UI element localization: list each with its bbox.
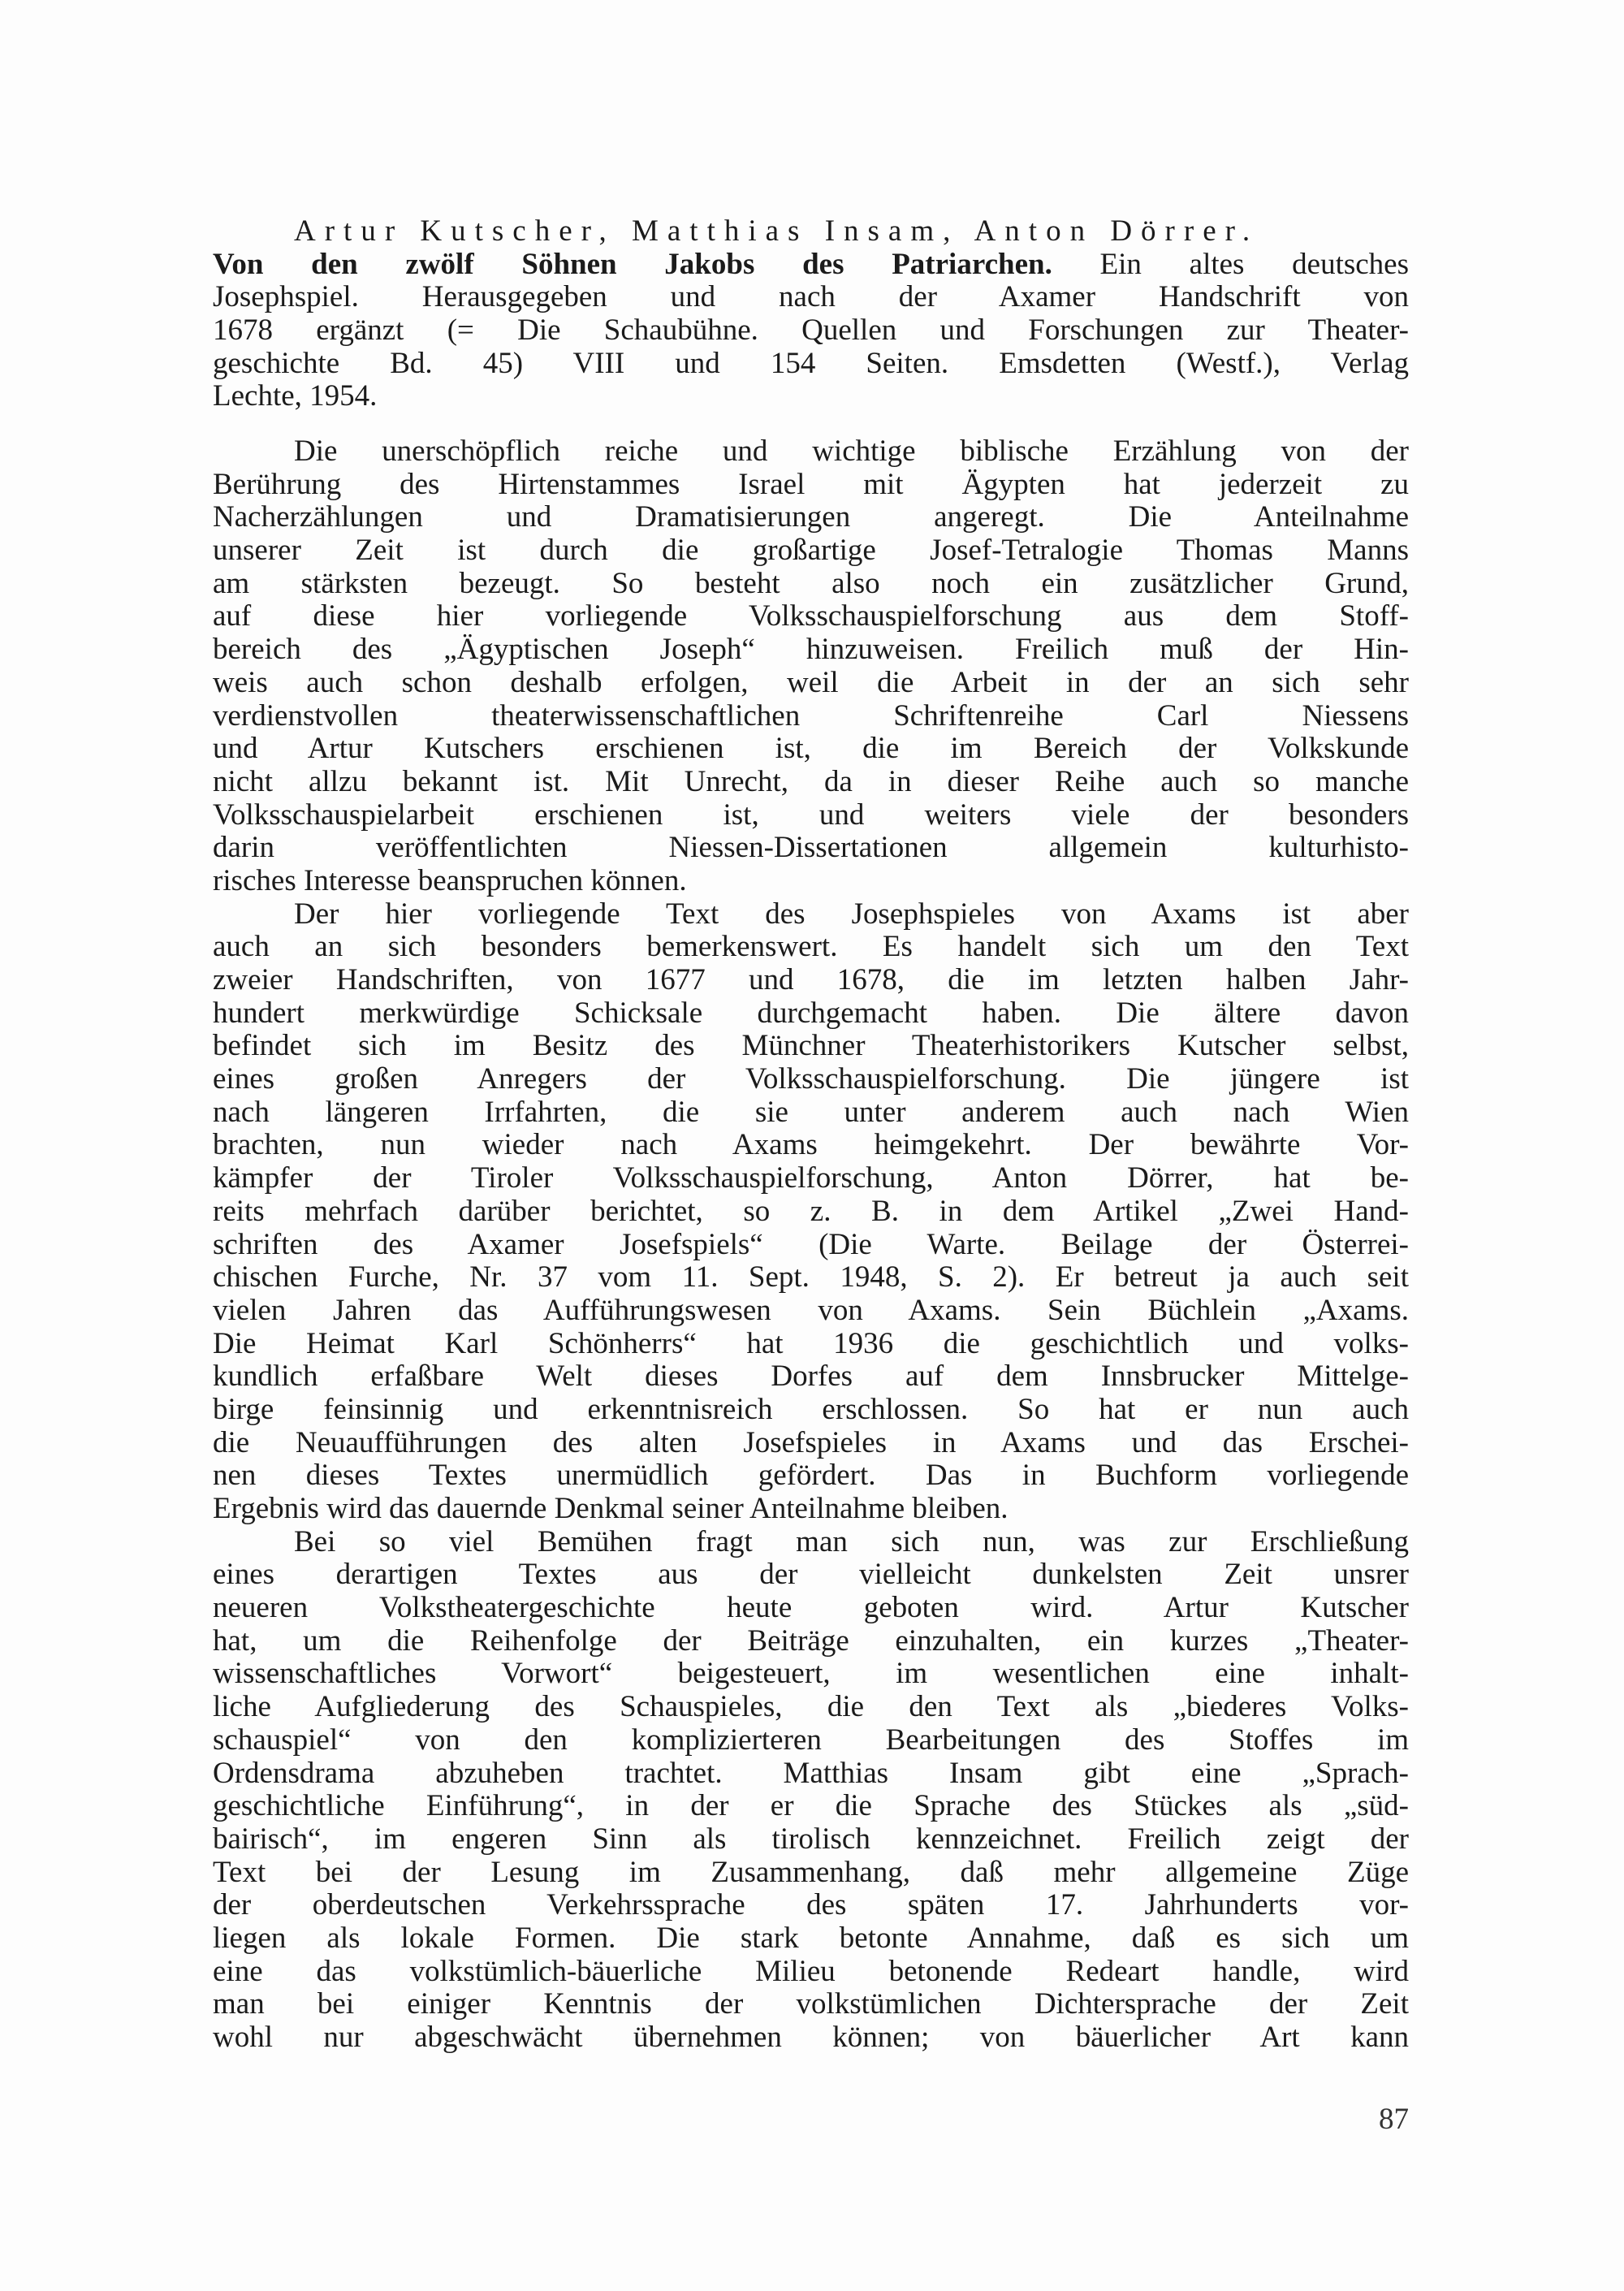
text-line: Der hier vorliegende Text des Josephspieles von Axams ist aber bbox=[294, 897, 1409, 931]
review-body bbox=[213, 435, 1409, 2055]
text-line: kundlich erfaßbare Welt dieses Dorfes auf dem Innsbrucker Mittelge- bbox=[213, 1359, 1409, 1394]
text-line: eines großen Anregers der Volksschauspielforschung. Die jüngere ist bbox=[213, 1062, 1409, 1096]
text-line: brachten, nun wieder nach Axams heimgekehrt. Der bewährte Vor- bbox=[213, 1128, 1409, 1162]
text-line: nen dieses Textes unermüdlich gefördert. Das in Buchform vorliegende bbox=[213, 1459, 1409, 1493]
text-line: befindet sich im Besitz des Münchner Theaterhistorikers Kutscher selbst, bbox=[213, 1029, 1409, 1063]
citation-line: Lechte, 1954. bbox=[213, 379, 378, 413]
text-line: auf diese hier vorliegende Volksschauspielforschung aus dem Stoff- bbox=[213, 599, 1409, 633]
paragraph bbox=[213, 1526, 1409, 2055]
text-line: hat, um die Reihenfolge der Beiträge einzuhalten, ein kurzes „Theater- bbox=[213, 1623, 1409, 1658]
text-line: Die Heimat Karl Schönherrs“ hat 1936 die geschichtlich und volks- bbox=[213, 1326, 1409, 1360]
text-line: wissenschaftliches Vorwort“ beigesteuert, im wesentlichen eine inhalt- bbox=[213, 1657, 1409, 1691]
text-line: chischen Furche, Nr. 37 vom 11. Sept. 1948, S. 2). Er betreut ja auch seit bbox=[213, 1260, 1409, 1295]
text-line: risches Interesse beanspruchen können. bbox=[213, 863, 687, 897]
text-line: der oberdeutschen Verkehrssprache des späten 17. Jahrhunderts vor- bbox=[213, 1888, 1409, 1922]
text-line: man bei einiger Kenntnis der volkstümlichen Dichtersprache der Zeit bbox=[213, 1987, 1409, 2021]
text-line: und Artur Kutschers erschienen ist, die im Bereich der Volkskunde bbox=[213, 732, 1409, 766]
text-line: eines derartigen Textes aus der vielleicht dunkelsten Zeit unsrer bbox=[213, 1558, 1409, 1592]
text-line: darin veröffentlichten Niessen-Dissertationen allgemein kulturhisto- bbox=[213, 831, 1409, 865]
text-line: Ordensdrama abzuheben trachtet. Matthias Insam gibt eine „Sprach- bbox=[213, 1756, 1409, 1790]
text-line: Berührung des Hirtenstammes Israel mit Ägypten hat jederzeit zu bbox=[213, 467, 1409, 501]
text-line: eine das volkstümlich-bäuerliche Milieu betonende Redeart handle, wird bbox=[213, 1954, 1409, 1988]
paragraph bbox=[213, 898, 1409, 1526]
text-line: reits mehrfach darüber berichtet, so z. B. in dem Artikel „Zwei Hand- bbox=[213, 1194, 1409, 1228]
text-line: die Neuaufführungen des alten Josefspieles in Axams und das Erschei- bbox=[213, 1425, 1409, 1459]
text-line: Text bei der Lesung im Zusammenhang, daß mehr allgemeine Züge bbox=[213, 1855, 1409, 1889]
text-line: Volksschauspielarbeit erschienen ist, und weiters viele der besonders bbox=[213, 798, 1409, 832]
text-line: liche Aufgliederung des Schauspieles, die den Text als „biederes Volks- bbox=[213, 1690, 1409, 1724]
text-line: Die unerschöpflich reiche und wichtige biblische Erzählung von der bbox=[294, 434, 1409, 468]
text-line: neueren Volkstheatergeschichte heute geboten wird. Artur Kutscher bbox=[213, 1591, 1409, 1625]
text-line: auch an sich besonders bemerkenswert. Es handelt sich um den Text bbox=[213, 930, 1409, 964]
text-line: vielen Jahren das Aufführungswesen von Axams. Sein Büchlein „Axams. bbox=[213, 1293, 1409, 1327]
text-line: weis auch schon deshalb erfolgen, weil die Arbeit in der an sich sehr bbox=[213, 665, 1409, 699]
text-line: zweier Handschriften, von 1677 und 1678, die im letzten halben Jahr- bbox=[213, 963, 1409, 996]
text-line: bereich des „Ägyptischen Joseph“ hinzuweisen. Freilich muß der Hin- bbox=[213, 633, 1409, 667]
text-line: schriften des Axamer Josefspiels“ (Die Warte. Beilage der Österrei- bbox=[213, 1227, 1409, 1261]
text-line: Bei so viel Bemühen fragt man sich nun, was zur Erschließung bbox=[294, 1524, 1409, 1558]
citation-title-rest: Ein altes deutsches bbox=[1099, 247, 1410, 281]
text-line: am stärksten bezeugt. So besteht also noch ein zusätzlicher Grund, bbox=[213, 566, 1409, 600]
text-line: verdienstvollen theaterwissenschaftlichen Schriftenreihe Carl Niessens bbox=[213, 698, 1409, 733]
text-line: bairisch“, im engeren Sinn als tirolisch kennzeichnet. Freilich zeigt der bbox=[213, 1822, 1409, 1856]
text-line: unserer Zeit ist durch die großartige Josef-Tetralogie Thomas Manns bbox=[213, 534, 1409, 568]
text-line: schauspiel“ von den komplizierteren Bearbeitungen des Stoffes im bbox=[213, 1723, 1409, 1757]
citation-title-line bbox=[213, 249, 1409, 282]
paragraph bbox=[213, 435, 1409, 898]
citation-line: 1678 ergänzt (= Die Schaubühne. Quellen und Forschungen zur Theater- bbox=[213, 313, 1409, 348]
page-number: 87 bbox=[1379, 2103, 1409, 2136]
text-line: geschichtliche Einführung“, in der er die Sprache des Stückes als „süd- bbox=[213, 1789, 1409, 1823]
text-line: birge feinsinnig und erkenntnisreich erschlossen. So hat er nun auch bbox=[213, 1392, 1409, 1426]
citation-authors: Artur Kutscher, Matthias Insam, Anton Dörrer. bbox=[294, 214, 1259, 248]
citation-line: geschichte Bd. 45) VIII und 154 Seiten. Emsdetten (Westf.), Verlag bbox=[213, 346, 1409, 380]
text-line: nicht allzu bekannt ist. Mit Unrecht, da in dieser Reihe auch so manche bbox=[213, 764, 1409, 798]
text-line: Ergebnis wird das dauernde Denkmal seiner Anteilnahme bleiben. bbox=[213, 1492, 1009, 1525]
citation-line: Josephspiel. Herausgegeben und nach der Axamer Handschrift von bbox=[213, 280, 1409, 314]
citation-block bbox=[213, 215, 1409, 413]
text-line: wohl nur abgeschwächt übernehmen können; von bäuerlicher Art kann bbox=[213, 2021, 1409, 2054]
citation-title: Von den zwölf Söhnen Jakobs des Patriarchen. bbox=[213, 247, 1052, 281]
text-line: kämpfer der Tiroler Volksschauspielforschung, Anton Dörrer, hat be- bbox=[213, 1161, 1409, 1195]
text-line: hundert merkwürdige Schicksale durchgemacht haben. Die ältere davon bbox=[213, 996, 1409, 1030]
text-line: nach längeren Irrfahrten, die sie unter anderem auch nach Wien bbox=[213, 1095, 1409, 1129]
text-line: liegen als lokale Formen. Die stark betonte Annahme, daß es sich um bbox=[213, 1921, 1409, 1955]
text-line: Nacherzählungen und Dramatisierungen angeregt. Die Anteilnahme bbox=[213, 500, 1409, 534]
